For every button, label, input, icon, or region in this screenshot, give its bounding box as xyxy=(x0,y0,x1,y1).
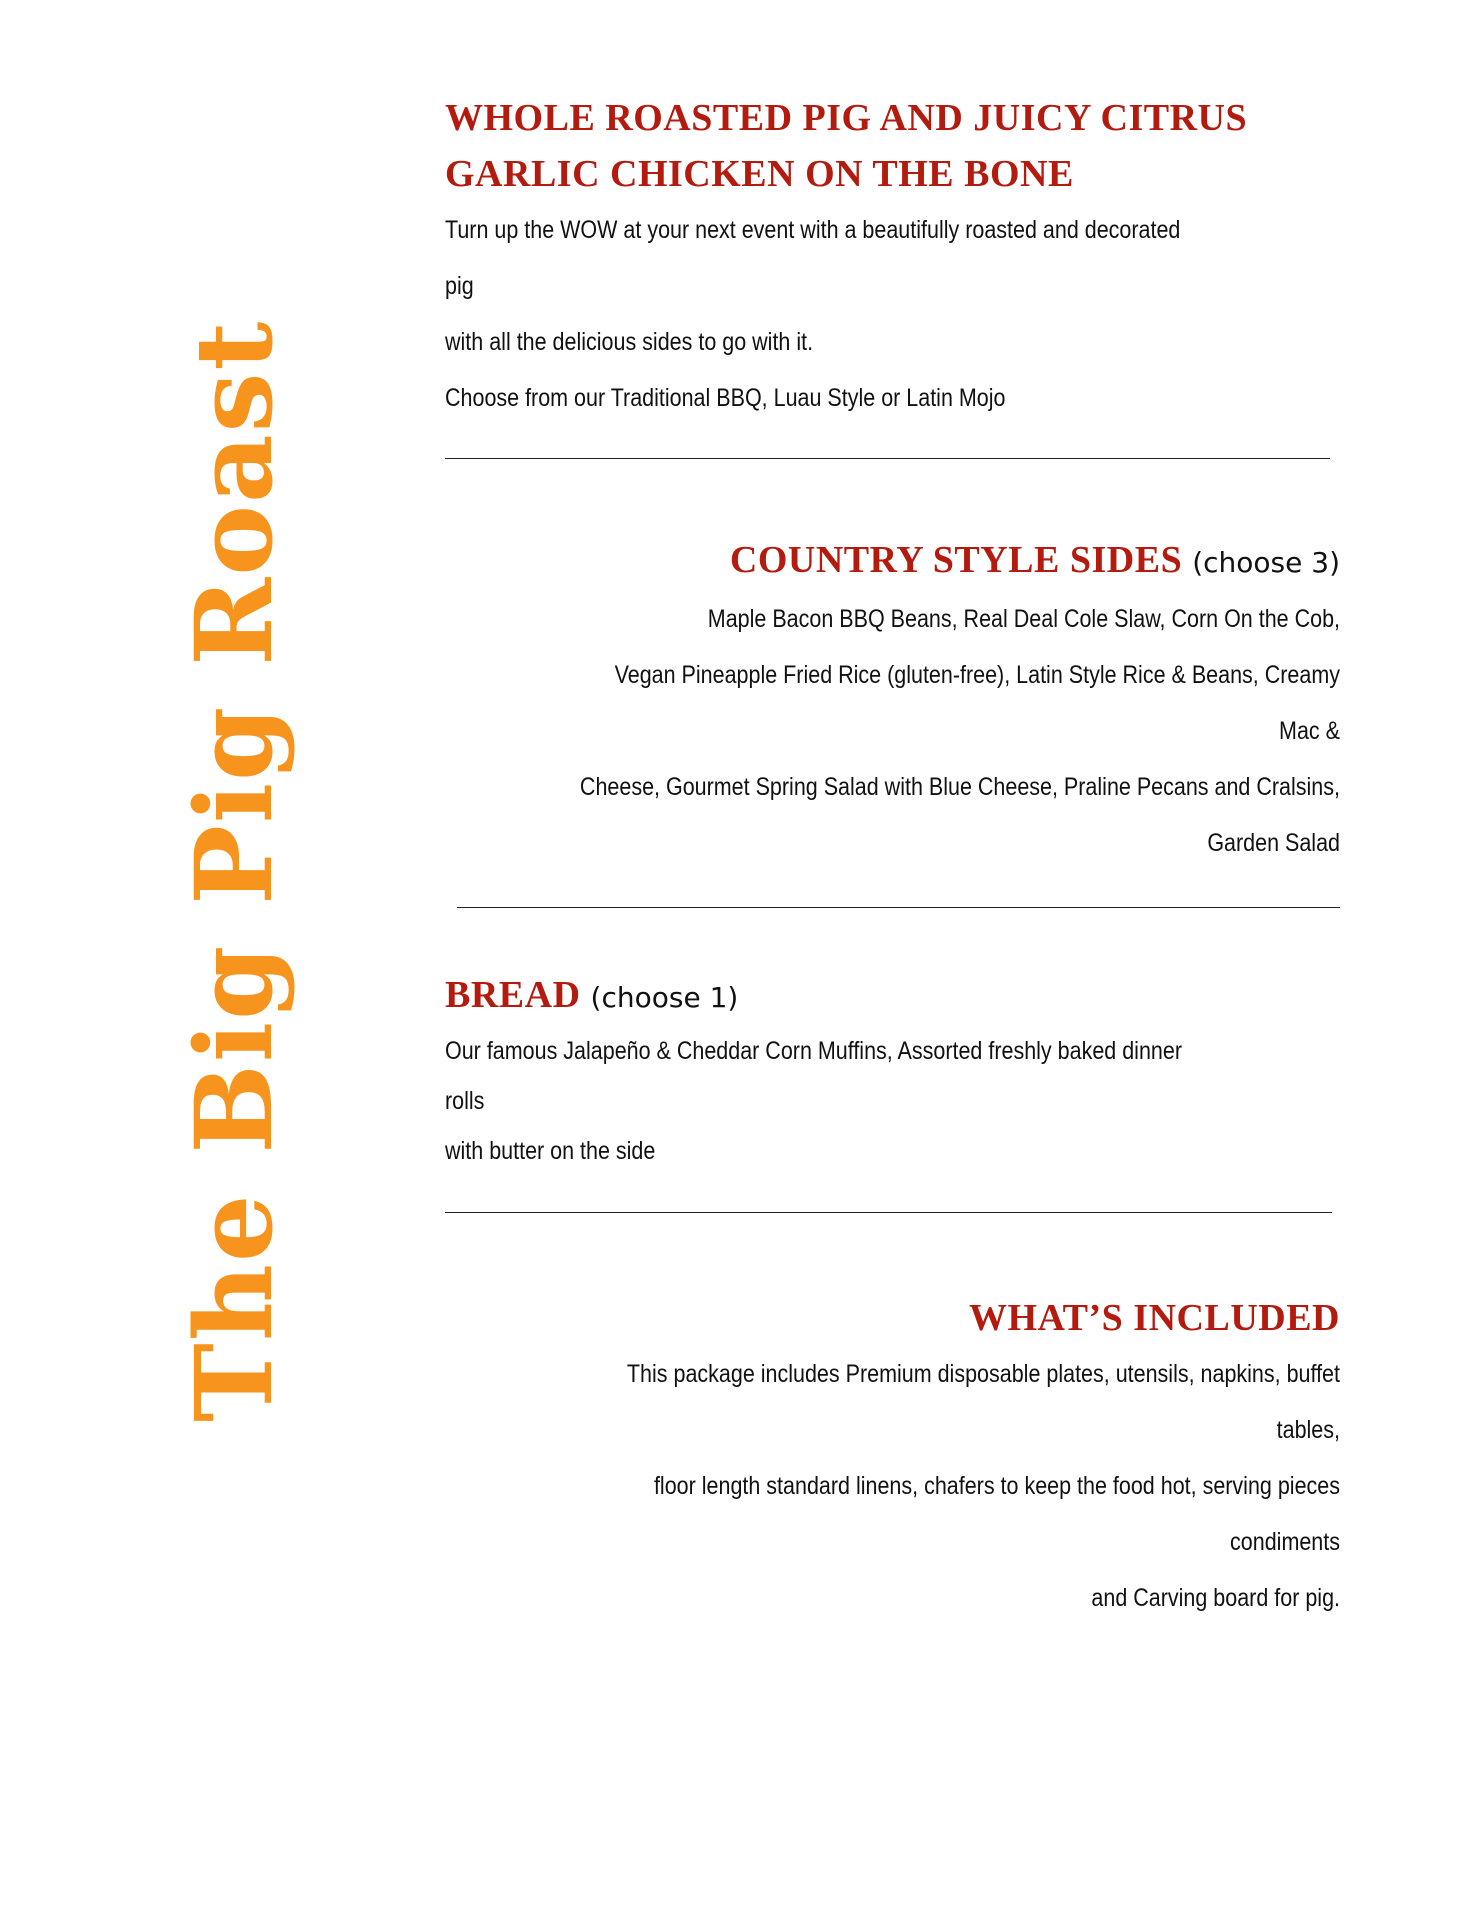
section-whats-included xyxy=(445,1290,1340,1626)
section-whole-roasted-pig xyxy=(445,90,1340,426)
section-heading-text: COUNTRY STYLE SIDES xyxy=(729,539,1183,581)
section-heading-text: BREAD xyxy=(445,974,581,1016)
divider xyxy=(457,885,1340,915)
sides-line: Garden Salad xyxy=(1207,829,1340,857)
included-line: and Carving board for pig. xyxy=(1091,1584,1340,1612)
bread-line: Our famous Jalapeño & Cheddar Corn Muffins, Assorted freshly baked dinner rolls xyxy=(445,1037,1182,1115)
section-heading xyxy=(445,967,1340,1026)
description-line: with all the delicious sides to go with it. xyxy=(445,328,814,356)
section-heading: WHAT’S INCLUDED xyxy=(968,1297,1340,1339)
section-heading-line-1: WHOLE ROASTED PIG AND JUICY CITRUS xyxy=(445,97,1248,139)
menu-content xyxy=(445,90,1340,1626)
section-heading xyxy=(445,532,1340,591)
sides-line: Cheese, Gourmet Spring Salad with Blue Cheese, Praline Pecans and Cralsins, xyxy=(579,773,1340,801)
section-country-style-sides xyxy=(445,532,1340,871)
divider xyxy=(445,1190,1332,1220)
bread-line: with butter on the side xyxy=(445,1137,656,1165)
sides-line: Vegan Pineapple Fried Rice (gluten-free), Latin Style Rice & Beans, Creamy Mac & xyxy=(614,661,1340,745)
choose-count: (choose 3) xyxy=(1192,546,1340,579)
included-line: floor length standard linens, chafers to keep the food hot, serving pieces condiments xyxy=(653,1472,1340,1556)
side-title: The Big Pig Roast xyxy=(171,319,296,1422)
description-line: Turn up the WOW at your next event with a beautifully roasted and decorated pig xyxy=(445,216,1181,300)
description-line: Choose from our Traditional BBQ, Luau Style or Latin Mojo xyxy=(445,384,1006,412)
sides-line: Maple Bacon BBQ Beans, Real Deal Cole Slaw, Corn On the Cob, xyxy=(707,605,1340,633)
included-line: This package includes Premium disposable plates, utensils, napkins, buffet tables, xyxy=(626,1360,1340,1444)
divider xyxy=(445,436,1330,466)
section-bread xyxy=(445,967,1340,1176)
choose-count: (choose 1) xyxy=(590,981,739,1014)
section-heading-line-2: GARLIC CHICKEN ON THE BONE xyxy=(445,153,1074,195)
